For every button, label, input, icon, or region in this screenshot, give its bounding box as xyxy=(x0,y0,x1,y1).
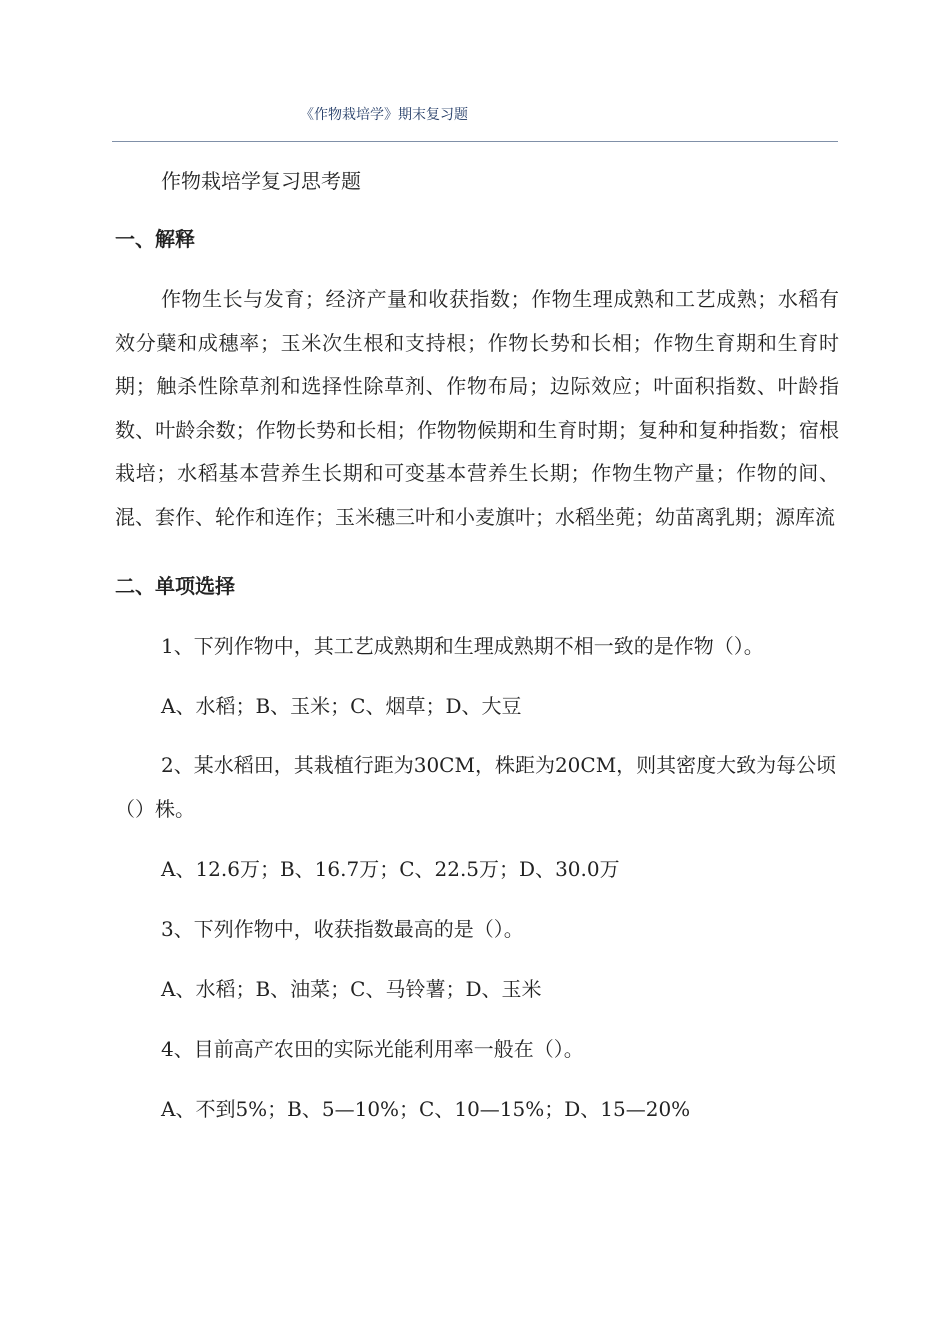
question-3: 3、下列作物中，收获指数最高的是（）。 xyxy=(161,917,524,941)
document-title: 作物栽培学复习思考题 xyxy=(161,169,361,193)
section-heading-definitions: 一、解释 xyxy=(115,227,195,251)
question-3-options: A、水稻；B、油菜；C、马铃薯；D、玉米 xyxy=(161,977,542,1001)
section-heading-single-choice: 二、单项选择 xyxy=(115,574,235,598)
definitions-terms: 作物生长与发育；经济产量和收获指数；作物生理成熟和工艺成熟；水稻有效分蘖和成穗率；玉米次生根和支持根；作物长势和长相；作物生育期和生育时期；触杀性除草剂和选择性除草剂、作物布局；边际效应；叶面积指数、叶龄指数、叶龄余数；作物长势和长相；作物物候期和生育时期；复种和复种指数；宿根栽培；水稻基本营养生长期和可变基本营养生长期；作物生物产量；作物的间、混、套作、轮作和连作；玉米穗三叶和小麦旗叶；水稻坐蔸；幼苗离乳期；源库流 xyxy=(115,287,839,529)
question-4: 4、目前高产农田的实际光能利用率一般在（）。 xyxy=(161,1037,584,1061)
page-header-title: 《作物栽培学》期末复习题 xyxy=(300,107,468,123)
question-2: 2、某水稻田，其栽植行距为30CM，株距为20CM，则其密度大致为每公顷（）株。 xyxy=(115,753,837,821)
question-1-options: A、水稻；B、玉米；C、烟草；D、大豆 xyxy=(161,694,522,718)
header-divider xyxy=(112,141,838,142)
question-4-options: A、不到5%；B、5—10%；C、10—15%；D、15—20% xyxy=(161,1097,691,1121)
question-2-options: A、12.6万；B、16.7万；C、22.5万；D、30.0万 xyxy=(161,857,620,881)
question-1: 1、下列作物中，其工艺成熟期和生理成熟期不相一致的是作物（）。 xyxy=(161,634,764,658)
document-body xyxy=(115,166,839,1124)
